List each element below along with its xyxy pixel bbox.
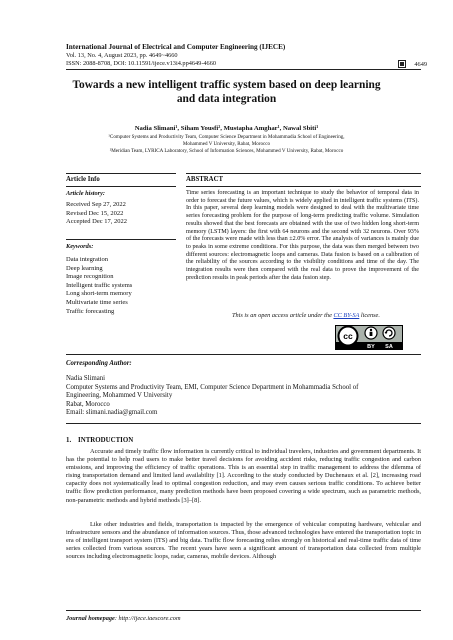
abstract-top-rule <box>186 173 421 174</box>
share-alike-icon <box>383 327 395 339</box>
info-heading-rule <box>66 186 176 187</box>
keywords-heading: Keywords: <box>66 243 94 250</box>
license-suffix: license. <box>359 312 380 319</box>
introduction-heading: 1. INTRODUCTION <box>66 437 134 444</box>
corresponding-author-heading: Corresponding Author: <box>66 360 132 367</box>
keyword-item: Data integration <box>66 256 109 263</box>
author-list: Nadia Slimani¹, Siham Yousfi², Mustapha Amghar¹, Nawal Sbiti¹ <box>134 125 319 132</box>
affiliation-1b: Mohammed V University, Rabat, Morocco <box>182 141 271 147</box>
keyword-item: Image recognition <box>66 273 114 281</box>
abstract-heading: ABSTRACT <box>186 176 224 183</box>
keyword-item: Intelligent traffic systems <box>66 281 133 289</box>
article-history <box>66 201 127 227</box>
introduction-paragraph-2: Like other industries and fields, transportation is impacted by the emergence of vehicular computing hardware, vehicular and infrastructure sensors and the abundance of information sources. Thus, those advanced technologies have entered the transportation topic in era of intelligent transport system (ITS) and big data. Traffic flow forecasting relies strongly on historical and real-time traffic data of time series collected from various sources. The recent years have seen a significant amount of transportation data collected from multiple sources including electromagnetic loops, radar, cameras, mobile devices. Although <box>66 521 421 561</box>
article-history-heading: Article history: <box>66 190 106 197</box>
journal-name: International Journal of Electrical and Computer Engineering (IJECE) <box>66 43 286 51</box>
keyword-item: Traffic forecasting <box>66 307 115 315</box>
header-divider <box>66 69 421 70</box>
badge-sa-label: SA <box>385 344 393 350</box>
corresponding-name: Nadia Slimani <box>66 375 106 382</box>
square-icon <box>398 60 406 68</box>
history-received: Received Sep 27, 2022 <box>66 201 126 208</box>
title-line-2: and data integration <box>176 93 277 105</box>
corresponding-bottom-rule <box>66 423 421 424</box>
abstract-text: Time series forecasting is an important technique to study the behavior of temporal data in order to forecast the future values, which is widely applied in intelligent traffic systems (ITS). In this paper, several deep learning models were designed to deal with the multivariate time series forecasting problem for the purpose of long-term predicting traffic volume. Simulation results showed that the best forecasts are obtained with the use of two hidden long short-term memory (LSTM) layers: the first with 64 neurons and the second with 32 neurons. Over 93% of the forecasts were made with less than ±2.0% error. The analysis of variances is mainly due to peaks in some extreme conditions. For this purpose, the data was then merged between two different sources: electromagnetic loops and cameras. Data fusion is based on a calibration of the reliability of the sources according to the visibility conditions and time of the day. The integration results were then compared with the real data to prove the improvement of the prediction results in peak periods after the data fusion step. <box>186 190 419 281</box>
affiliations <box>30 134 423 155</box>
keyword-list <box>66 256 132 316</box>
history-revised: Revised Dec 15, 2022 <box>66 209 124 217</box>
badge-by-label: BY <box>367 344 375 350</box>
history-accepted: Accepted Dec 17, 2022 <box>66 218 128 226</box>
corresponding-top-rule <box>66 354 421 355</box>
cc-by-sa-badge[interactable] <box>335 325 403 350</box>
page-number: 4649 <box>414 60 427 68</box>
keyword-item: Deep learning <box>66 264 103 272</box>
footer-rule <box>66 610 421 611</box>
info-top-rule <box>66 173 176 174</box>
article-info-heading: Article Info <box>66 176 100 183</box>
corresponding-affiliation: Computer Systems and Productivity Team, EMI, Computer Science Department in Mohammadia School of <box>66 383 359 391</box>
title-line-1: Towards a new intelligent traffic system based on deep learning <box>72 79 381 91</box>
svg-text:cc: cc <box>343 331 353 341</box>
corresponding-affiliation-cont: Engineering, Mohammed V University <box>66 392 173 400</box>
license-prefix: This is an open access article under the <box>232 312 334 319</box>
corresponding-author-details <box>66 375 421 418</box>
keyword-item: Multivariate time series <box>66 298 128 306</box>
journal-info <box>66 52 216 68</box>
license-note <box>232 312 380 319</box>
journal-homepage <box>66 615 181 622</box>
corresponding-email: Email: slimani.nadia@gmail.com <box>66 409 158 417</box>
abstract-heading-rule <box>186 186 421 187</box>
volume-line: Vol. 13, No. 4, August 2023, pp. 4649~4660 <box>66 52 178 59</box>
affiliation-2: ²Meridian Team, LYRICA Laboratory, School of Information Sciences, Mohammed V University, Rabat, Morocco <box>109 148 344 154</box>
cc-by-sa-link[interactable]: CC BY-SA <box>333 312 360 319</box>
affiliation-1a: ¹Computer Systems and Productivity Team, Computer Science Department in Mohammadia School of Engineering, <box>108 134 345 140</box>
attribution-icon <box>365 327 377 339</box>
paper-title <box>40 78 413 106</box>
corresponding-city: Rabat, Morocco <box>66 400 110 408</box>
homepage-label: Journal homepage <box>66 615 115 622</box>
introduction-paragraph-1: Accurate and timely traffic flow information is currently critical to individual travelers, industries and government departments. It has the potential to help road users to make better travel decisions for avoiding accident risks, reducing traffic congestion and carbon emissions, and improving the efficiency of traffic operations. This is an essential step in traffic management to address the dilemma of rising transportation demand and limited land availability [1]. According to the study conducted by Duchenaux et al. [2], increasing road capacity does not systematically lead to optimal congestion reduction, and may even causes serious traffic conditions. To achieve better traffic flow prediction performance, many prediction methods have been proposed covering a wide spectrum, such as parametric methods, non-parametric methods and hybrid methods [3]–[8]. <box>66 448 421 504</box>
keywords-rule <box>66 239 176 240</box>
homepage-url[interactable]: : http://ijece.iaescore.com <box>114 615 181 622</box>
keyword-item: Long short-term memory <box>66 290 132 298</box>
page-number-group <box>398 60 427 68</box>
issn-doi-line: ISSN: 2088-8708, DOI: 10.11591/ijece.v13i4.pp4649-4660 <box>66 60 217 68</box>
